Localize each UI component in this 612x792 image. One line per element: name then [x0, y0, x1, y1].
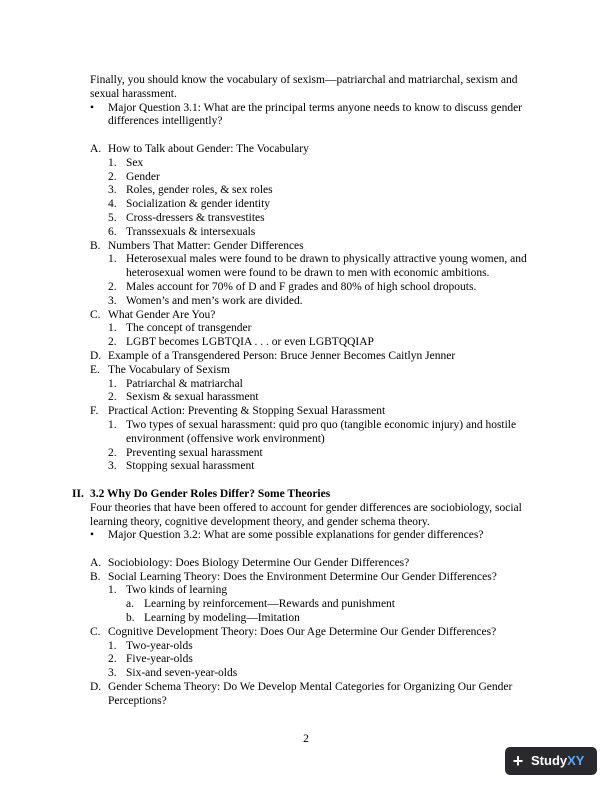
outline-marker: 2. — [108, 336, 117, 349]
major-question-3-1 — [90, 102, 530, 130]
outline-text: Preventing sexual harassment — [126, 446, 263, 459]
outline-text: Cross-dressers & transvestites — [126, 211, 265, 224]
outline-item — [90, 447, 530, 461]
outline-item — [90, 157, 530, 171]
outline-text: Cognitive Development Theory: Does Our Age Determine Our Gender Differences? — [108, 625, 497, 638]
outline-text: Practical Action: Preventing & Stopping Sexual Harassment — [108, 405, 386, 418]
outline-text: LGBT becomes LGBTQIA . . . or even LGBTQQIAP — [126, 336, 374, 349]
outline-marker: a. — [126, 598, 134, 611]
section-2-intro: Four theories that have been offered to account for gender differences are sociobiology, social learning theory, cognitive development theory, and gender schema theory. — [90, 501, 522, 528]
badge-study-text: Study — [531, 753, 568, 768]
outline-marker: A. — [90, 556, 102, 569]
section-heading-2 — [72, 487, 530, 502]
outline-text: Socialization & gender identity — [126, 198, 271, 211]
outline-section-1 — [90, 143, 530, 474]
outline-heading — [90, 626, 530, 640]
outline-text: Sexism & sexual harassment — [126, 391, 259, 404]
outline-item — [90, 391, 530, 405]
outline-marker: 1. — [108, 377, 117, 390]
outline-marker: 1. — [108, 322, 117, 335]
outline-subitem — [90, 598, 530, 612]
outline-item — [90, 322, 530, 336]
outline-item — [90, 653, 530, 667]
outline-text: Numbers That Matter: Gender Differences — [108, 239, 304, 252]
outline-heading — [90, 240, 530, 254]
bullet-marker: • — [90, 101, 95, 114]
outline-text: Learning by modeling—Imitation — [144, 612, 300, 625]
plus-icon: + — [512, 751, 524, 771]
outline-item — [90, 640, 530, 654]
outline-text: The concept of transgender — [126, 322, 252, 335]
outline-text: Five-year-olds — [126, 653, 193, 666]
outline-heading — [90, 364, 530, 378]
outline-text: Stopping sexual harassment — [126, 460, 255, 473]
outline-text: The Vocabulary of Sexism — [108, 363, 230, 376]
outline-marker: 1. — [108, 253, 117, 266]
outline-text: Transsexuals & intersexuals — [126, 225, 256, 238]
outline-item — [90, 281, 530, 295]
major-question-3-2 — [90, 529, 530, 543]
outline-heading — [90, 309, 530, 323]
outline-text: How to Talk about Gender: The Vocabulary — [108, 142, 309, 155]
outline-item — [90, 667, 530, 681]
page-number: 2 — [303, 733, 309, 745]
outline-marker: 2. — [108, 653, 117, 666]
outline-item — [90, 212, 530, 226]
outline-marker: D. — [90, 681, 102, 694]
outline-marker: C. — [90, 308, 101, 321]
outline-item — [90, 460, 530, 474]
outline-item — [90, 419, 530, 447]
outline-marker: 1. — [108, 418, 117, 431]
outline-text: Patriarchal & matriarchal — [126, 377, 243, 390]
outline-marker: b. — [126, 612, 135, 625]
outline-text: Males account for 70% of D and F grades and 80% of high school dropouts. — [126, 280, 477, 293]
outline-text: Sociobiology: Does Biology Determine Our Gender Differences? — [108, 556, 410, 569]
outline-subitem — [90, 612, 530, 626]
outline-item — [90, 336, 530, 350]
outline-text: Two kinds of learning — [126, 584, 228, 597]
outline-marker: F. — [90, 405, 99, 418]
outline-text: Learning by reinforcement—Rewards and punishment — [144, 598, 396, 611]
outline-marker: 2. — [108, 280, 117, 293]
outline-text: Gender — [126, 170, 160, 183]
outline-marker: B. — [90, 239, 101, 252]
outline-text: Women’s and men’s work are divided. — [126, 294, 303, 307]
outline-marker: 2. — [108, 391, 117, 404]
outline-marker: 3. — [108, 667, 117, 680]
outline-marker: A. — [90, 142, 102, 155]
outline-marker: D. — [90, 349, 102, 362]
outline-heading — [90, 405, 530, 419]
intro-paragraph: Finally, you should know the vocabulary of sexism—patriarchal and matriarchal, sexism and sexual harassment. — [90, 74, 518, 100]
studyxy-badge[interactable] — [505, 747, 597, 775]
outline-marker: C. — [90, 625, 101, 638]
outline-item — [90, 171, 530, 185]
outline-heading — [90, 681, 530, 709]
outline-marker: 6. — [108, 225, 117, 238]
major-question-text: Major Question 3.1: What are the principal terms anyone needs to know to discuss gender differences intelligently? — [108, 101, 523, 128]
outline-text: Six-and seven-year-olds — [126, 667, 238, 680]
outline-marker: 2. — [108, 446, 117, 459]
outline-section-2 — [90, 557, 530, 709]
outline-item — [90, 295, 530, 309]
outline-text: Sex — [126, 156, 144, 169]
outline-marker: 4. — [108, 198, 117, 211]
outline-text: Two-year-olds — [126, 639, 193, 652]
outline-text: Gender Schema Theory: Do We Develop Mental Categories for Organizing Our Gender Perceptions? — [108, 681, 513, 707]
outline-item — [90, 226, 530, 240]
badge-xy-text: XY — [567, 753, 585, 768]
outline-marker: E. — [90, 363, 100, 376]
outline-heading — [90, 571, 530, 585]
outline-text: Example of a Transgendered Person: Bruce Jenner Becomes Caitlyn Jenner — [108, 349, 456, 362]
outline-text: Roles, gender roles, & sex roles — [126, 184, 273, 197]
outline-marker: 1. — [108, 639, 117, 652]
outline-text: Heterosexual males were found to be drawn to physically attractive young women, and heterosexual women were found to be drawn to men with economic ambitions. — [126, 253, 527, 280]
outline-marker: 3. — [108, 184, 117, 197]
outline-marker: 3. — [108, 460, 117, 473]
bullet-marker: • — [90, 529, 95, 542]
outline-marker: 1. — [108, 584, 117, 597]
outline-heading — [90, 143, 530, 157]
outline-marker: B. — [90, 570, 101, 583]
outline-text: Social Learning Theory: Does the Environment Determine Our Gender Differences? — [108, 570, 497, 583]
page-content — [72, 74, 530, 709]
outline-item — [90, 378, 530, 392]
outline-item — [90, 184, 530, 198]
outline-item — [90, 584, 530, 598]
outline-item — [90, 253, 530, 281]
major-question-text: Major Question 3.2: What are some possible explanations for gender differences? — [108, 529, 484, 542]
outline-item — [90, 198, 530, 212]
section-title: 3.2 Why Do Gender Roles Differ? Some Theories — [90, 487, 331, 500]
outline-text: What Gender Are You? — [108, 308, 216, 321]
outline-heading — [90, 557, 530, 571]
section-marker: II. — [72, 487, 84, 500]
outline-marker: 2. — [108, 170, 117, 183]
outline-marker: 5. — [108, 211, 117, 224]
outline-heading — [90, 350, 530, 364]
outline-marker: 3. — [108, 294, 117, 307]
outline-marker: 1. — [108, 156, 117, 169]
outline-text: Two types of sexual harassment: quid pro quo (tangible economic injury) and hostile environment (offensive work environment) — [126, 418, 517, 445]
